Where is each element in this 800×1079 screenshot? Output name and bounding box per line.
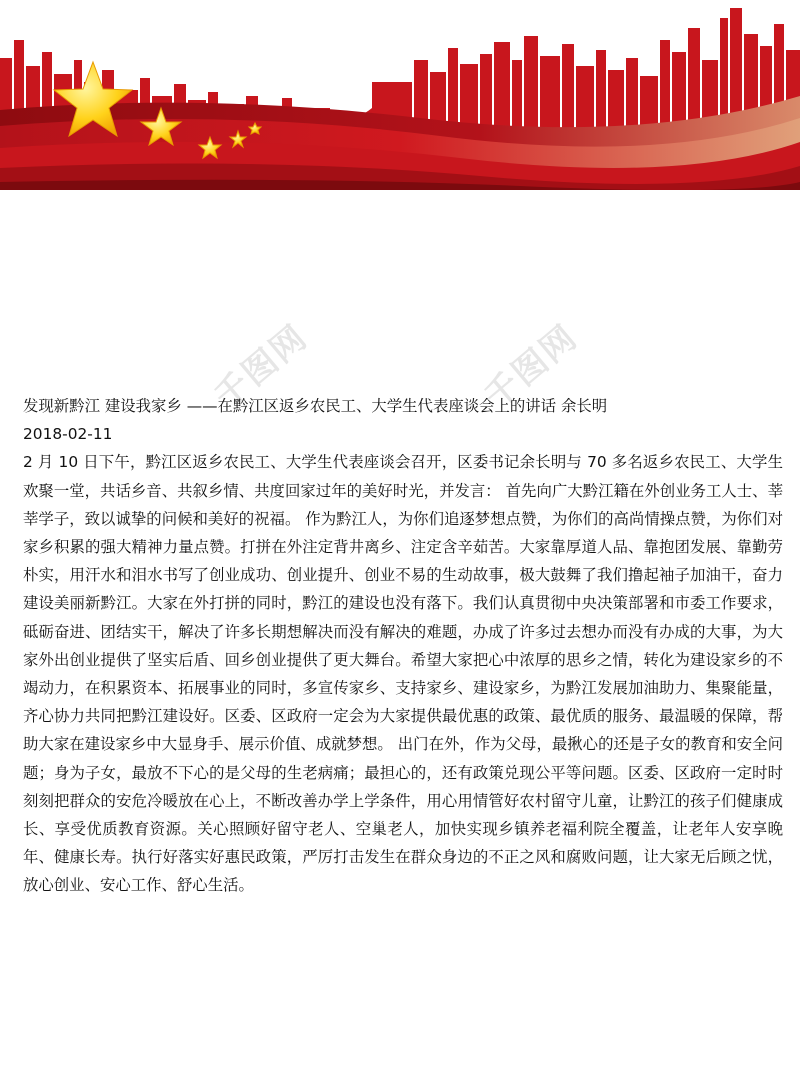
article-body: 2 月 10 日下午，黔江区返乡农民工、大学生代表座谈会召开，区委书记余长明与 70 多名返乡农民工、大学生欢聚一堂，共话乡音、共叙乡情、共度回家过年的美好时光，并发言： 首先向广大黔江籍在外创业务工人士、莘莘学子，致以诚挚的问候和美好的祝福。 作为黔江人，为你们追逐梦想点赞，为你们的高尚情操点赞，为你们对家乡积累的强大精神力量点赞。打拼在外注定背井离乡、注定含辛茹苦。大家靠厚道人品、靠抱团发展、靠勤劳朴实，用汗水和泪水书写了创业成功、创业提升、创业不易的生动故事，极大鼓舞了我们撸起袖子加油干，奋力建设美丽新黔江。大家在外打拼的同时，黔江的建设也没有落下。我们认真贯彻中央决策部署和市委工作要求，砥砺奋进、团结实干，解决了许多长期想解决而没有解决的难题，办成了许多过去想办而没有办成的大事，为大家外出创业提供了坚实后盾、回乡创业提供了更大舞台。希望大家把心中浓厚的思乡之情，转化为建设家乡的不竭动力，在积累资本、拓展事业的同时，多宣传家乡、支持家乡、建设家乡，为黔江发展加油助力、集聚能量，齐心协力共同把黔江建设好。区委、区政府一定会为大家提供最优惠的政策、最优质的服务、最温暖的保障，帮助大家在建设家乡中大显身手、展示价值、成就梦想。 出门在外，作为父母，最揪心的还是子女的教育和安全问题；身为子女，最放不下心的是父母的生老病痛；最担心的，还有政策兑现公平等问题。区委、区政府一定时时刻刻把群众的安危冷暖放在心上，不断改善办学上学条件，用心用情管好农村留守儿童，让黔江的孩子们健康成长、享受优质教育资源。关心照顾好留守老人、空巢老人，加快实现乡镇养老福利院全覆盖，让老年人安享晚年、健康长寿。执行好落实好惠民政策，严厉打击发生在群众身边的不正之风和腐败问题，让大家无后顾之忧，放心创业、安心工作、舒心生活。 bbox=[23, 453, 783, 895]
article-date: 2018-02-11 bbox=[23, 425, 113, 444]
header-banner bbox=[0, 0, 800, 190]
article-title: 发现新黔江 建设我家乡 ——在黔江区返乡农民工、大学生代表座谈会上的讲话 余长明 bbox=[23, 397, 608, 415]
watermark: 千图网 bbox=[207, 317, 316, 418]
watermark: 千图网 bbox=[477, 317, 586, 418]
banner-graphic bbox=[0, 0, 800, 190]
article bbox=[23, 392, 783, 900]
